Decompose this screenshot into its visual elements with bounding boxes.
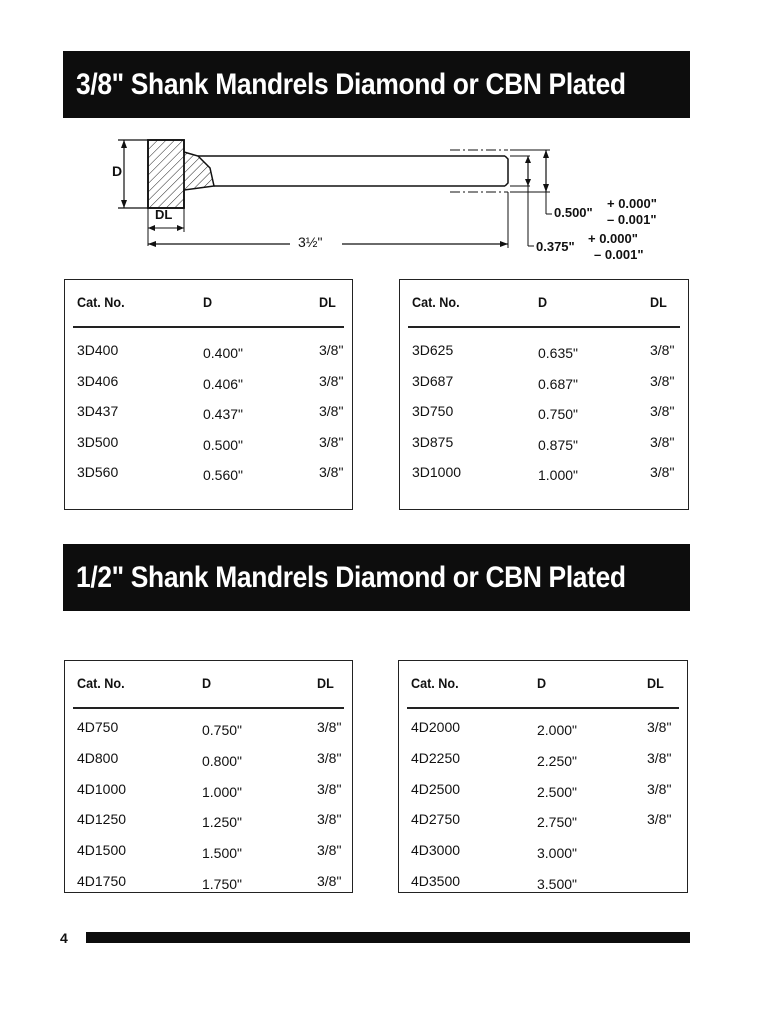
cell-d: 1.750" <box>202 876 243 892</box>
cell-cat-no: 4D1250 <box>77 811 127 828</box>
cell-cat-no: 3D560 <box>77 464 119 480</box>
column-header-dl: DL <box>319 294 336 310</box>
cell-d: 0.437" <box>203 406 244 422</box>
column-header-dl: DL <box>647 675 664 691</box>
cell-d: 0.750" <box>538 406 579 422</box>
diagram-dim2-minus: – 0.001" <box>594 247 644 262</box>
column-header-dl: DL <box>650 294 667 310</box>
section-title-3-8-shank <box>63 51 690 118</box>
header-rule <box>408 326 680 328</box>
cell-cat-no: 3D875 <box>412 433 454 450</box>
cell-cat-no: 3D625 <box>412 342 454 358</box>
cell-d: 2.000" <box>537 722 578 738</box>
cell-dl: 3/8" <box>647 811 672 828</box>
cell-d: 0.750" <box>202 722 243 738</box>
diagram-dim1-minus: – 0.001" <box>607 212 657 227</box>
cell-cat-no: 4D750 <box>77 719 119 735</box>
cell-d: 0.400" <box>203 345 244 361</box>
column-header-cat-no: Cat. No. <box>77 675 125 691</box>
cell-dl: 3/8" <box>319 464 344 480</box>
cell-dl: 3/8" <box>317 873 342 889</box>
header-rule <box>407 707 679 709</box>
cell-d: 3.500" <box>537 876 578 892</box>
cell-dl: 3/8" <box>319 433 344 450</box>
cell-d: 1.000" <box>538 467 579 483</box>
diagram-label-d: D <box>112 163 123 179</box>
section-title-text: 3/8" Shank Mandrels Diamond or CBN Plated <box>76 67 626 101</box>
cell-d: 0.800" <box>202 752 243 769</box>
column-header-cat-no: Cat. No. <box>411 675 459 691</box>
column-header-d: D <box>203 294 213 310</box>
diagram-label-length: 3½" <box>298 234 323 250</box>
section-title-text: 1/2" Shank Mandrels Diamond or CBN Plated <box>76 560 626 594</box>
cell-cat-no: 4D3500 <box>411 873 461 889</box>
cell-d: 1.000" <box>202 783 243 800</box>
cell-dl: 3/8" <box>650 464 675 480</box>
cell-d: 0.687" <box>538 375 579 392</box>
cell-cat-no: 4D2000 <box>411 719 461 735</box>
cell-cat-no: 4D2250 <box>411 749 461 766</box>
cell-d: 0.406" <box>203 375 244 392</box>
header-rule <box>73 707 344 709</box>
cell-cat-no: 4D2750 <box>411 811 461 828</box>
cell-d: 1.500" <box>202 845 243 862</box>
column-header-d: D <box>537 675 547 691</box>
cell-d: 0.635" <box>538 345 579 361</box>
column-header-d: D <box>538 294 548 310</box>
cell-d: 0.500" <box>203 436 244 453</box>
column-header-d: D <box>202 675 212 691</box>
page-number: 4 <box>60 930 68 946</box>
cell-dl: 3/8" <box>317 719 342 735</box>
cell-cat-no: 4D800 <box>77 749 119 766</box>
cell-d: 2.250" <box>537 752 578 769</box>
cell-cat-no: 4D1750 <box>77 873 127 889</box>
spec-table-3-8-left <box>64 279 353 510</box>
cell-cat-no: 3D500 <box>77 433 119 450</box>
cell-dl: 3/8" <box>319 372 344 389</box>
diagram-dim2-plus: + 0.000" <box>588 231 638 246</box>
cell-dl: 3/8" <box>650 403 675 419</box>
cell-dl: 3/8" <box>319 403 344 419</box>
diagram-dim1-value: 0.500" <box>554 205 593 220</box>
cell-cat-no: 3D750 <box>412 403 454 419</box>
column-header-cat-no: Cat. No. <box>77 294 125 310</box>
diagram-label-dl: DL <box>155 207 173 222</box>
column-header-cat-no: Cat. No. <box>412 294 460 310</box>
diagram-dim2-value: 0.375" <box>536 239 575 254</box>
cell-cat-no: 3D1000 <box>412 464 462 480</box>
cell-d: 0.560" <box>203 467 244 483</box>
cell-cat-no: 4D3000 <box>411 842 461 859</box>
cell-cat-no: 3D687 <box>412 372 454 389</box>
cell-d: 1.250" <box>202 814 243 831</box>
cell-d: 0.875" <box>538 436 579 453</box>
column-header-dl: DL <box>317 675 334 691</box>
cell-cat-no: 3D400 <box>77 342 119 358</box>
footer-rule <box>86 932 690 943</box>
cell-dl: 3/8" <box>650 433 675 450</box>
cell-dl: 3/8" <box>647 719 672 735</box>
cell-cat-no: 4D2500 <box>411 780 461 797</box>
spec-table-3-8-right <box>399 279 689 510</box>
diagram-dim1-plus: + 0.000" <box>607 196 657 211</box>
section-title-1-2-shank <box>63 544 690 611</box>
cell-dl: 3/8" <box>647 780 672 797</box>
cell-cat-no: 4D1500 <box>77 842 127 859</box>
spec-table-1-2-right <box>398 660 688 893</box>
cell-cat-no: 3D406 <box>77 372 119 389</box>
cell-dl: 3/8" <box>650 342 675 358</box>
cell-cat-no: 4D1000 <box>77 780 127 797</box>
mandrel-diagram <box>110 128 690 278</box>
header-rule <box>73 326 344 328</box>
cell-dl: 3/8" <box>317 811 342 828</box>
cell-dl: 3/8" <box>650 372 675 389</box>
cell-dl: 3/8" <box>647 749 672 766</box>
cell-dl: 3/8" <box>319 342 344 358</box>
cell-d: 2.500" <box>537 783 578 800</box>
cell-cat-no: 3D437 <box>77 403 119 419</box>
cell-d: 2.750" <box>537 814 578 831</box>
cell-dl: 3/8" <box>317 749 342 766</box>
cell-dl: 3/8" <box>317 842 342 859</box>
cell-d: 3.000" <box>537 845 578 862</box>
spec-table-1-2-left <box>64 660 353 893</box>
cell-dl: 3/8" <box>317 780 342 797</box>
